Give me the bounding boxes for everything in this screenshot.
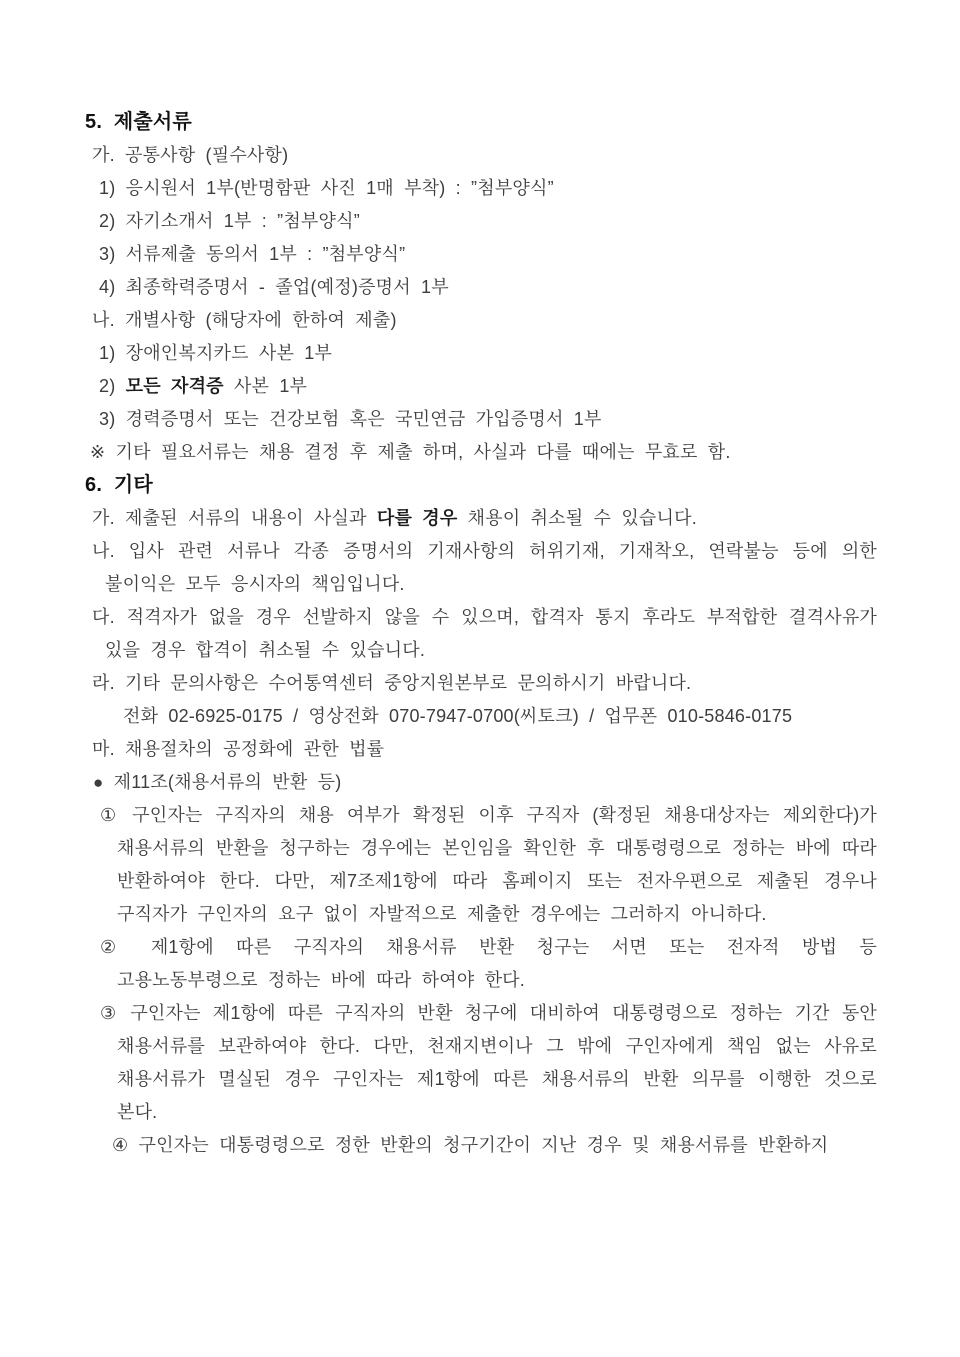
clause-text: 구인자는 제1항에 따른 구직자의 반환 청구에 대비하여 대통령령으로 정하는 기간 동안 채용서류를 보관하여야 한다. 다만, 천재지변이나 그 밖에 구인자에게 책임 없는 사유로 채용서류가 멸실된 경우 구인자는 제1항에 따른 채용서류의 반환 의무를 이행한 것으로 본다. (117, 1003, 878, 1122)
item-text: 장애인복지카드 사본 1부 (125, 343, 333, 363)
submission-item-1 (85, 172, 877, 205)
note-text: 기타 필요서류는 채용 결정 후 제출 하며, 사실과 다를 때에는 무효로 함. (115, 442, 731, 462)
item-number: 4) (99, 277, 116, 297)
item-text: 채용절차의 공정화에 관한 법률 (125, 739, 385, 759)
submission-item-3 (85, 238, 877, 271)
document-content (85, 106, 877, 1162)
item-text-suffix: 채용이 취소될 수 있습니다. (457, 508, 697, 528)
article11-heading-text: 제11조(채용서류의 반환 등) (113, 772, 342, 792)
item-number: 2) (99, 376, 116, 396)
group-b-heading-text: 개별사항 (해당자에 한하여 제출) (125, 310, 397, 330)
item-text: 경력증명서 또는 건강보험 혹은 국민연금 가입증명서 1부 (125, 409, 602, 429)
item-number: 3) (99, 244, 116, 264)
article11-heading (85, 766, 877, 799)
section5-group-a-heading (85, 139, 877, 172)
clause-text: 구인자는 구직자의 채용 여부가 확정된 이후 구직자 (확정된 채용대상자는 제외한다)가 채용서류의 반환을 청구하는 경우에는 본인임을 확인한 후 대통령령으로 정하는 바에 따라 반환하여야 한다. 다만, 제7조제1항에 따라 홈페이지 또는 전자우편으로 제출된 경우나 구직자가 구인자의 요구 없이 자발적으로 제출한 경우에는 그러하지 아니하다. (117, 805, 878, 924)
clause-number: ① (100, 805, 120, 825)
section6-item-ma (85, 733, 877, 766)
item-text: 응시원서 1부(반명함판 사진 1매 부착) : ”첨부양식” (125, 178, 554, 198)
contact-phone-line: 전화 02-6925-0175 / 영상전화 070-7947-0700(씨토크) / 업무폰 010-5846-0175 (123, 706, 793, 726)
item-bold-text: 다를 경우 (376, 508, 458, 528)
submission-item-2 (85, 205, 877, 238)
group-a-heading-text: 공통사항 (필수사항) (125, 145, 289, 165)
note-line (85, 436, 877, 469)
group-a-label: 가. (92, 145, 115, 165)
item-text: 입사 관련 서류나 각종 증명서의 기재사항의 허위기재, 기재착오, 연락불능 등에 의한 불이익은 모두 응시자의 책임입니다. (105, 541, 877, 594)
bullet-icon: ● (93, 773, 104, 792)
clause-number: ③ (100, 1003, 119, 1023)
article11-clause-4 (85, 1129, 877, 1162)
item-label: 가. (92, 508, 115, 528)
section6-item-ga (85, 502, 877, 535)
item-label: 나. (92, 541, 115, 561)
item-text: 자기소개서 1부 : ”첨부양식” (125, 211, 360, 231)
section5-title: 5. 제출서류 (85, 111, 192, 133)
item-text: 최종학력증명서 - 졸업(예정)증명서 1부 (125, 277, 449, 297)
section6-item-ra (85, 667, 877, 700)
individual-item-1 (85, 337, 877, 370)
section6-item-da (85, 601, 877, 667)
clause-text: 제1항에 따른 구직자의 채용서류 반환 청구는 서면 또는 전자적 방법 등 고용노동부령으로 정하는 바에 따라 하여야 한다. (117, 937, 877, 990)
reference-mark: ※ (90, 442, 106, 462)
clause-text: 구인자는 대통령령으로 정한 반환의 청구기간이 지난 경우 및 채용서류를 반환하지 (138, 1135, 829, 1155)
item-number: 1) (99, 178, 116, 198)
individual-item-2 (85, 370, 877, 403)
item-label: 라. (92, 673, 115, 693)
item-text: 적격자가 없을 경우 선발하지 않을 수 있으며, 합격자 통지 후라도 부적합한 결격사유가 있을 경우 합격이 취소될 수 있습니다. (105, 607, 877, 660)
clause-number: ④ (112, 1135, 129, 1155)
group-b-label: 나. (92, 310, 115, 330)
item-text: 기타 문의사항은 수어통역센터 중앙지원본부로 문의하시기 바랍니다. (125, 673, 692, 693)
section6-item-na (85, 535, 877, 601)
submission-item-4 (85, 271, 877, 304)
item-number: 1) (99, 343, 116, 363)
item-text: 서류제출 동의서 1부 : ”첨부양식” (125, 244, 406, 264)
article11-clause-3 (85, 997, 877, 1129)
item-number: 3) (99, 409, 116, 429)
section5-group-b-heading (85, 304, 877, 337)
item-label: 다. (92, 607, 115, 627)
section6-title: 6. 기타 (85, 474, 153, 496)
item-number: 2) (99, 211, 116, 231)
item-bold-text: 모든 자격증 (125, 376, 224, 396)
clause-number: ② (100, 937, 129, 957)
individual-item-3 (85, 403, 877, 436)
item-text-prefix: 제출된 서류의 내용이 사실과 (125, 508, 377, 528)
article11-clause-2 (85, 931, 877, 997)
item-text: 사본 1부 (223, 376, 308, 396)
article11-clause-1 (85, 799, 877, 931)
item-label: 마. (92, 739, 115, 759)
